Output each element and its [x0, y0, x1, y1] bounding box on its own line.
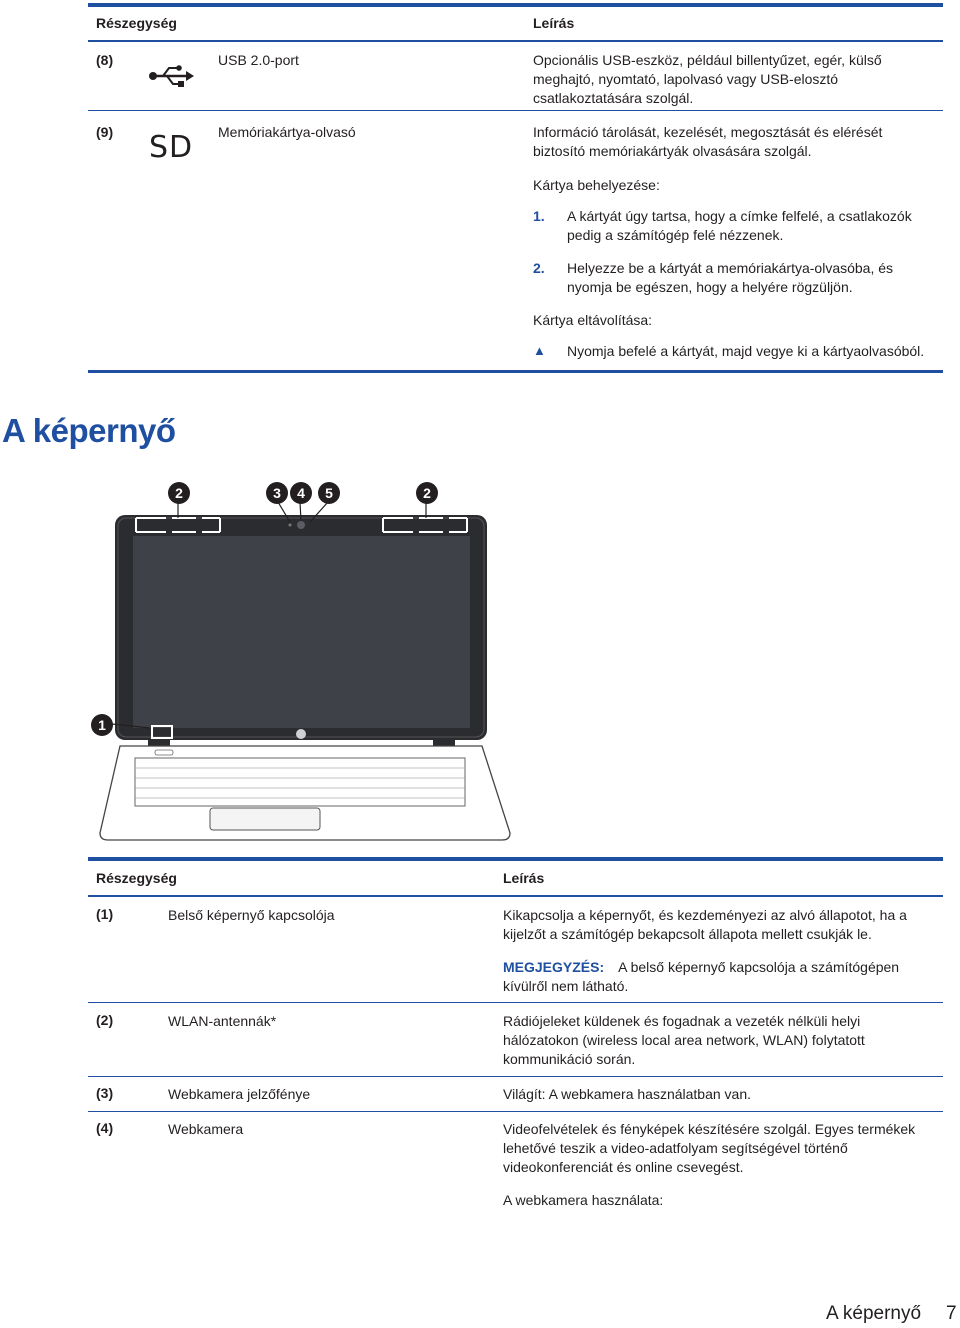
description-line: Világít: A webkamera használatban van. [503, 1086, 752, 1102]
step-line: nyomja be egészen, hogy a helyére rögzüljön. [567, 279, 853, 295]
note-text-continued: kívülről nem látható. [503, 978, 629, 994]
row-divider [88, 1002, 943, 1003]
callout-badge: 5 [318, 482, 340, 504]
table1-bottom-rule [88, 370, 943, 373]
page-number: 7 [946, 1303, 957, 1324]
description-line: hálózatokon (wireless local area network, WLAN) folytatott [503, 1032, 865, 1048]
sd-card-icon: SD [149, 130, 194, 165]
description-line: lehetővé teszik a video-adatfolyam segítségével történő [503, 1140, 848, 1156]
table1-header-component: Részegység [96, 15, 177, 31]
description-line: kommunikáció során. [503, 1051, 636, 1067]
component-description [503, 1085, 938, 1104]
callout-badge: 1 [91, 714, 113, 736]
step-line: pedig a számítógép felé nézzenek. [567, 227, 784, 243]
description-line: videokonferenciát és online csevegést. [503, 1159, 744, 1175]
component-name: WLAN-antennák* [168, 1013, 277, 1029]
row-number: (1) [96, 906, 114, 922]
description-line: Kikapcsolja a képernyőt, és kezdeményezi az alvó állapotot, ha a [503, 907, 907, 923]
note [503, 958, 938, 996]
step-number: 1. [533, 208, 545, 224]
table2-top-rule [88, 857, 943, 861]
laptop-display-illustration [90, 478, 520, 848]
table2-header-component: Részegység [96, 870, 177, 886]
step-line: A kártyát úgy tartsa, hogy a címke felfelé, a csatlakozók [567, 208, 912, 224]
table1-header-rule [88, 40, 943, 42]
row-number: (4) [96, 1120, 114, 1136]
component-name: Belső képernyő kapcsolója [168, 907, 335, 923]
note-text: A belső képernyő kapcsolója a számítógépen [618, 959, 900, 975]
description-line: meghajtó, nyomtató, lapolvasó vagy USB-elosztó [533, 71, 839, 87]
description-line: kijelzőt a számítógép bekapcsolt állapota mellett csukják le. [503, 926, 872, 942]
component-description [503, 1012, 938, 1069]
row-divider [88, 110, 943, 111]
row-number: (9) [96, 124, 114, 140]
table2-header-rule [88, 895, 943, 897]
row-number: (3) [96, 1085, 114, 1101]
description-line: Információ tárolását, kezelését, megosztását és elérését [533, 124, 883, 140]
description-line: Opcionális USB-eszköz, például billentyűzet, egér, külső [533, 52, 882, 68]
remove-title: Kártya eltávolítása: [533, 312, 653, 328]
webcam-usage-title: A webkamera használata: [503, 1192, 664, 1208]
row-divider [88, 1076, 943, 1077]
section-title: A képernyő [2, 412, 176, 449]
step-text [567, 259, 937, 297]
component-name: Webkamera jelzőfénye [168, 1086, 311, 1102]
row-divider [88, 1111, 943, 1112]
step-line: Helyezze be a kártyát a memóriakártya-olvasóba, és [567, 260, 894, 276]
callout-badge: 2 [416, 482, 438, 504]
description-line: Rádiójeleket küldenek és fogadnak a vezeték nélküli helyi [503, 1013, 861, 1029]
insert-title: Kártya behelyezése: [533, 177, 660, 193]
usb-icon [148, 64, 194, 88]
callout-badge: 3 [266, 482, 288, 504]
component-description [503, 1120, 938, 1177]
description-line: biztosító memóriakártyák olvasására szolgál. [533, 143, 812, 159]
component-name: USB 2.0-port [218, 52, 299, 68]
component-description [533, 51, 933, 108]
table1-top-rule [88, 3, 943, 7]
remove-text: Nyomja befelé a kártyát, majd vegye ki a kártyaolvasóból. [567, 343, 925, 359]
description-line: csatlakoztatására szolgál. [533, 90, 694, 106]
step-text [567, 207, 937, 245]
callout-badge: 4 [290, 482, 312, 504]
note-label: MEGJEGYZÉS: [503, 959, 605, 975]
callout-badge: 2 [168, 482, 190, 504]
description-line: Videofelvételek és fényképek készítésére szolgál. Egyes termékek [503, 1121, 916, 1137]
footer-section-title: A képernyő [826, 1303, 922, 1324]
component-description [503, 906, 938, 944]
row-number: (8) [96, 52, 114, 68]
row-number: (2) [96, 1012, 114, 1028]
table2-header-description: Leírás [503, 870, 545, 886]
component-description [533, 123, 933, 161]
component-name: Memóriakártya-olvasó [218, 124, 356, 140]
component-name: Webkamera [168, 1121, 244, 1137]
step-number: 2. [533, 260, 545, 276]
bullet-triangle-icon: ▲ [533, 343, 546, 358]
table1-header-description: Leírás [533, 15, 575, 31]
